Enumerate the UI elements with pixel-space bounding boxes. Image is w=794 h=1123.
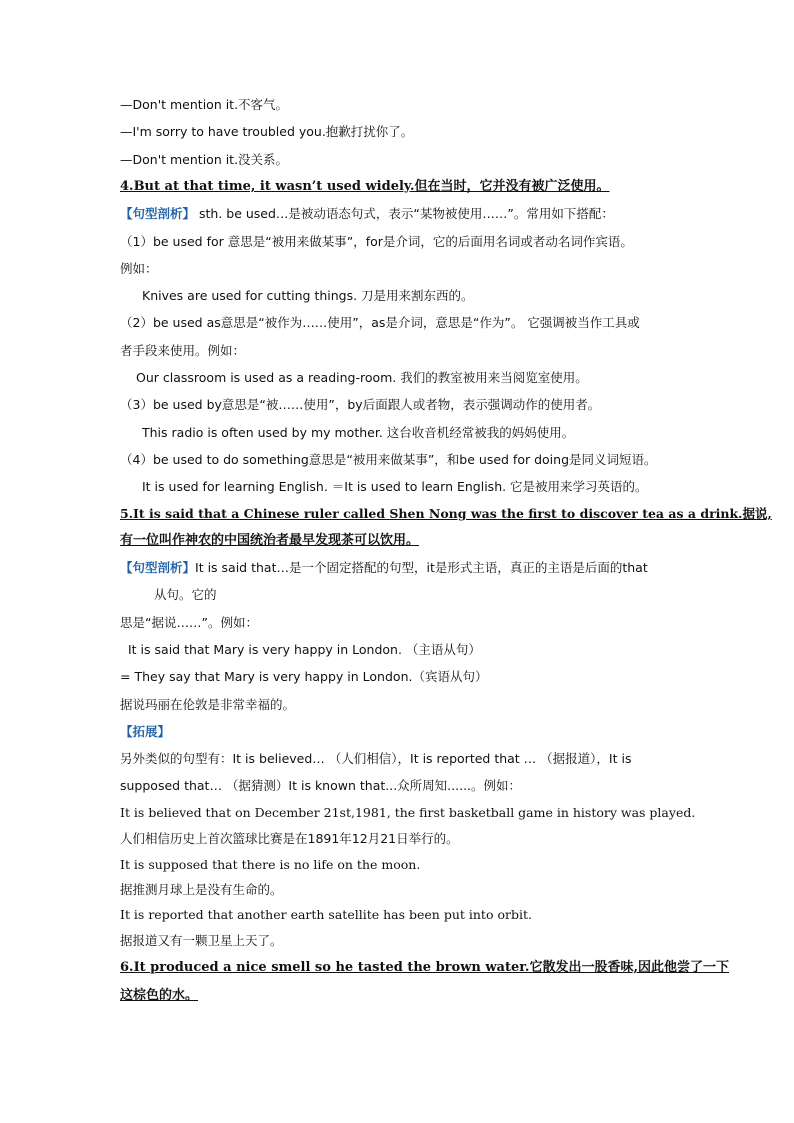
- paragraph-line: （2）be used as意思是“被作为……使用”，as是介词，意思是“作为”。 它强调被当作工具或: [120, 315, 640, 330]
- example-line: Our classroom is used as a reading-room. 我们的教室被用来当阅览室使用。: [136, 370, 588, 385]
- section-heading-6: 6.It produced a nice smell so he tasted the brown water.它散发出一股香味,因此他尝了一下: [120, 960, 729, 975]
- paragraph-line: （4）be used to do something意思是“被用来做某事”，和be used for doing是同义词短语。: [120, 452, 657, 467]
- example-line: = They say that Mary is very happy in London.（宾语从句）: [120, 669, 488, 684]
- example-line: It is used for learning English. ＝It is used to learn English. 它是被用来学习英语的。: [142, 479, 648, 494]
- example-line: It is said that Mary is very happy in London. （主语从句）: [128, 642, 481, 657]
- section-heading-5: 5.It is said that a Chinese ruler called Shen Nong was the first to discover tea as a drink.据说,: [120, 506, 772, 521]
- example-line: This radio is often used by my mother. 这台收音机经常被我的妈妈使用。: [142, 425, 575, 440]
- analysis-text: It is said that…是一个固定搭配的句型，it是形式主语，真正的主语是后面的that: [195, 560, 648, 575]
- example-line: Knives are used for cutting things. 刀是用来割东西的。: [142, 288, 474, 303]
- paragraph-line: supposed that… （据猜测）It is known that...众所周知......。例如：: [120, 778, 522, 793]
- paragraph-line: 例如：: [120, 261, 158, 276]
- paragraph-line: 据报道又有一颗卫星上天了。: [120, 933, 283, 948]
- dialogue-line: —I'm sorry to have troubled you.抱歉打扰你了。: [120, 124, 414, 139]
- extension-tag: 【拓展】: [120, 724, 171, 739]
- analysis-tag: 【句型剖析】: [120, 560, 196, 575]
- extension-line: [120, 723, 170, 741]
- example-line: It is believed that on December 21st,1981, the first basketball game in history was played.: [120, 805, 696, 820]
- paragraph-line: 思是“据说……”。例如：: [120, 615, 258, 630]
- dialogue-line: —Don't mention it.不客气。: [120, 97, 289, 112]
- analysis-text: sth. be used…是被动语态句式，表示“某物被使用……”。常用如下搭配：: [195, 206, 614, 221]
- paragraph-line: 据说玛丽在伦敦是非常幸福的。: [120, 697, 296, 712]
- section-heading-6-cont: 这棕色的水。: [120, 988, 199, 1003]
- section-heading-5-cont: 有一位叫作神农的中国统治者最早发现茶可以饮用。: [120, 533, 420, 548]
- example-line: It is supposed that there is no life on the moon.: [120, 857, 421, 872]
- paragraph-line: 另外类似的句型有：It is believed… （人们相信），It is reported that … （据报道），It is: [120, 751, 632, 766]
- section-heading-4: 4.But at that time, it wasn’t used widely.但在当时，它并没有被广泛使用。: [120, 179, 610, 194]
- paragraph-line: 据推测月球上是没有生命的。: [120, 882, 283, 897]
- paragraph-line: （1）be used for 意思是“被用来做某事”，for是介词，它的后面用名词或者动名词作宾语。: [120, 234, 633, 249]
- analysis-line: [120, 205, 614, 223]
- paragraph-line: 人们相信历史上首次篮球比赛是在1891年12月21日举行的。: [120, 831, 459, 846]
- paragraph-line: 者手段来使用。例如：: [120, 343, 246, 358]
- analysis-line: [120, 559, 648, 577]
- dialogue-line: —Don't mention it.没关系。: [120, 152, 289, 167]
- example-line: It is reported that another earth satellite has been put into orbit.: [120, 907, 532, 922]
- paragraph-line: 从句。它的: [154, 587, 217, 602]
- paragraph-line: （3）be used by意思是“被……使用”，by后面跟人或者物，表示强调动作的使用者。: [120, 397, 601, 412]
- analysis-tag: 【句型剖析】: [120, 206, 196, 221]
